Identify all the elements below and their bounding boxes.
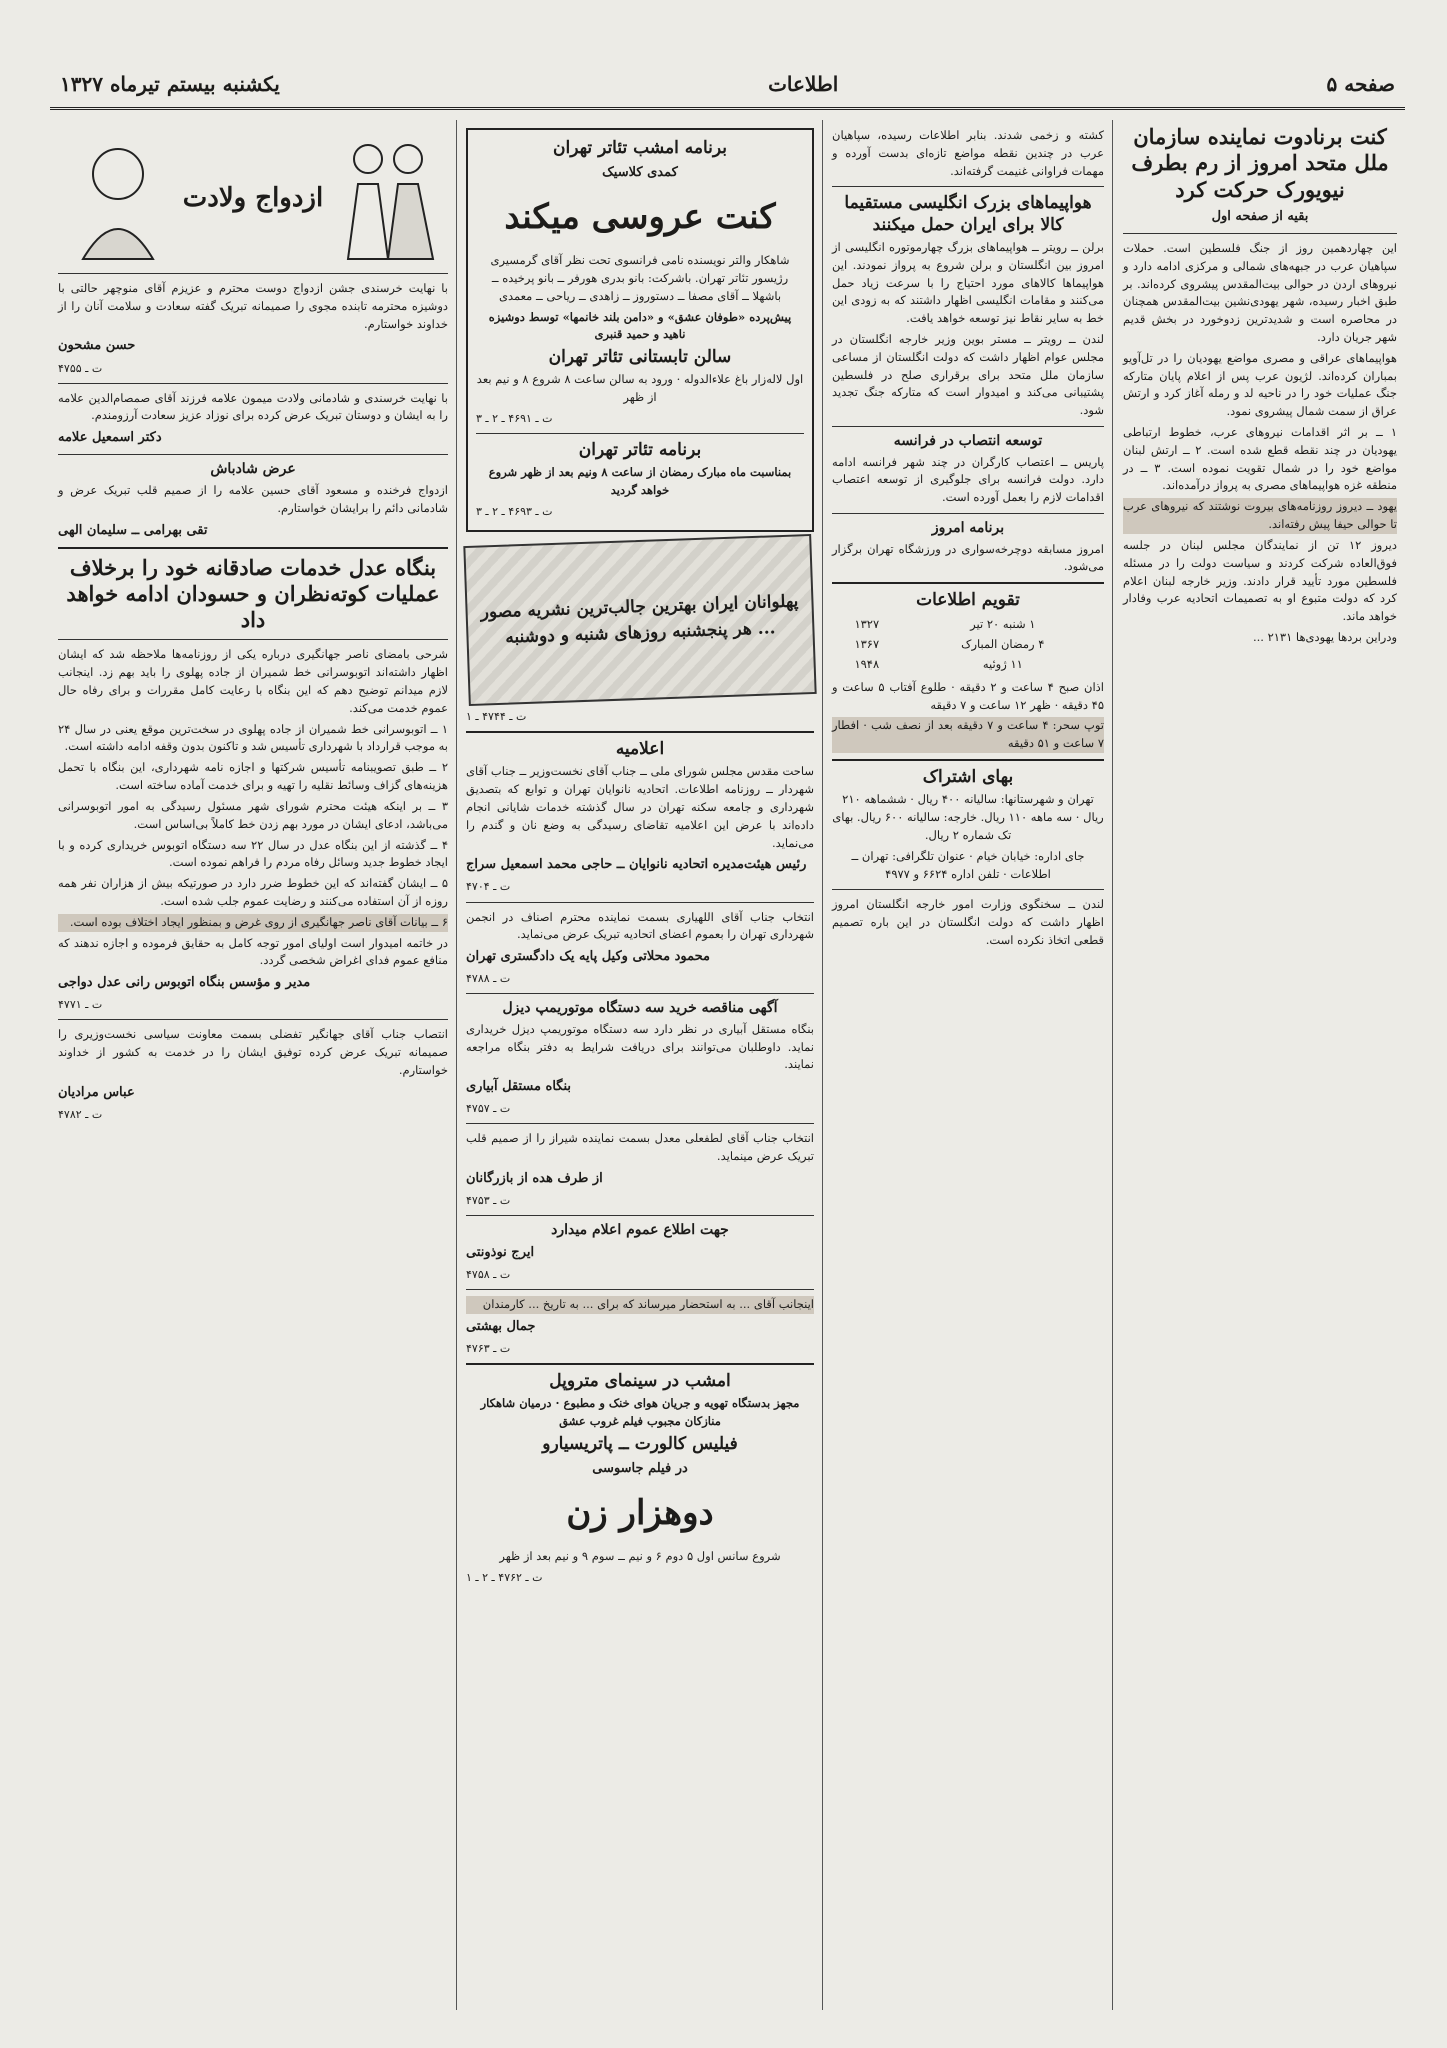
headline-adl-bus: بنگاه عدل خدمات صادقانه خود را برخلاف عملیات کوته‌نظران و حسودان ادامه خواهد داد bbox=[66, 554, 440, 633]
congrats-body: ازدواج فرخنده و مسعود آقای حسین علامه را از صمیم قلب تبریک عرض و شادمانی دائم را برایشان خواستارم. bbox=[58, 482, 448, 515]
article-paragraph: هواپیماهای عراقی و مصری مواضع یهودیان را در تل‌آویو بمباران کرده‌اند. لژیون عرب پس از اعلام پایان متارکه جنگ عملیات خود را در ناحیه لد و رمله آغاز کرد و ارتش عراق از سمت شمال پیشروی نمود. bbox=[1123, 350, 1397, 419]
newspaper-page bbox=[50, 60, 1405, 2020]
ad-code: ت ـ ۴۷۰۴ bbox=[466, 880, 511, 894]
cinema-subtitle: در فیلم جاسوسی bbox=[592, 1461, 688, 1477]
issue-date: یکشنبه بیستم تیرماه ۱۳۲۷ bbox=[60, 71, 280, 96]
theater-address: اول لاله‌زار باغ علاءالدوله · ورود به سالن ساعت ۸ شروع ۸ و نیم بعد از ظهر bbox=[476, 372, 804, 405]
calendar-title: تقویم اطلاعات bbox=[916, 590, 1020, 611]
ad-code: ت ـ ۴۷۵۵ bbox=[58, 361, 103, 375]
office-address: جای اداره: خیابان خیام · عنوان تلگرافی: تهران ــ اطلاعات · تلفن اداره ۶۶۲۴ و ۴۹۷۷ bbox=[851, 848, 1085, 881]
congrats-notice: انتخاب جناب آقای لطفعلی معدل بسمت نماینده شیراز را از صمیم قلب تبریک عرض مینماید. bbox=[466, 1131, 814, 1164]
cinema-body: مجهز بدستگاه تهویه و جریان هوای خنک و مطبوع · درمیان شاهکار منازکان مجبوب فیلم غروب عشق bbox=[480, 1396, 800, 1429]
article-paragraph: پاریس ــ اعتصاب کارگران در چند شهر فرانسه ادامه دارد. دولت فرانسه برای جلوگیری از توسعه اعتصاب اقدامات لازم را بعمل آورده است. bbox=[832, 454, 1104, 505]
column-social-notices bbox=[50, 120, 456, 2010]
article-paragraph: ودراین بردها یهودی‌ها ۲۱۳۱ ... bbox=[1252, 629, 1397, 644]
birth-signature: دکتر اسمعیل علامه bbox=[58, 430, 162, 446]
congrats-signature: تقی بهرامی ــ سلیمان الهی bbox=[58, 522, 208, 538]
magazine-banner: پهلوانان ایران بهترین جالب‌ترین نشریه مصور ... هر پنجشنبه روزهای شنبه و دوشنبه bbox=[463, 534, 816, 706]
ad-code: ت ـ ۴۷۵۸ bbox=[466, 1267, 511, 1281]
notice-signature: رئیس هیئت‌مدیره اتحادیه نانوایان ــ حاجی محمد اسمعیل سراج bbox=[466, 857, 807, 873]
prayer-times: اذان صبح ۴ ساعت و ۲ دقیقه · طلوع آفتاب ۵ ساعت و ۴۵ دقیقه · ظهر ۱۲ ساعت و ۷ دقیقه bbox=[832, 679, 1104, 712]
calendar-row: ۱۱ ژوئیه ۱۹۴۸ bbox=[854, 657, 1023, 671]
calendar-table bbox=[832, 615, 1104, 674]
headline-france-strike: توسعه انتصاب در فرانسه bbox=[893, 433, 1043, 450]
appointment-congrats: انتصاب جناب آقای جهانگیر تفضلی بسمت معاونت سیاسی نخست‌وزیری را صمیمانه تبریک عرض کرده توفیق ایشان را در خدمت به کشور از خداوند خواستارم. bbox=[58, 1027, 448, 1078]
cinema-film-title: دوهزار زن bbox=[566, 1493, 714, 1534]
ad-code: ت ـ ۴۷۶۲ ـ ۲ ـ ۱ bbox=[466, 1570, 543, 1584]
subscription-title: بهای اشتراک bbox=[922, 767, 1014, 788]
column-advertisements bbox=[458, 120, 822, 2010]
notice-body: ساحت مقدس مجلس شورای ملی ــ جناب آقای نخست‌وزیر ــ جناب آقای شهردار ــ روزنامه اطلاعات. اتحادیه نانوایان تهران و توابع که بتصدیق شهرداری و جامعه سکنه تهران در سال گذشته خدمات شایانی انجام داده‌اند با عرض این اعلامیه تقاضای رسیدگی به وضع نان و گندم را می‌نماید. bbox=[466, 764, 814, 850]
election-notice: انتخاب جناب آقای اللهیاری بسمت نماینده محترم اصناف در انجمن شهرداری تهران را بعموم اعضای اتحادیه تبریک عرض می‌نماید. bbox=[466, 909, 814, 942]
cinema-head: امشب در سینمای متروپل bbox=[549, 1370, 731, 1391]
headline-british-planes: هواپیماهای بزرک انگلیسی مستقیما کالا برای ایران حمل میکنند bbox=[844, 193, 1092, 235]
article-paragraph: این چهاردهمین روز از جنگ فلسطین است. حملات سپاهیان عرب در جبهه‌های شمالی و مرکزی ادامه دارد و نیروهای اردن در حوالی بیت‌المقدس پیشروی کرده‌اند. بر طبق اخبار رسیده، شهر یهودی‌نشین بیت‌المقدس همچنان در محاصره است و شدیدترین زدوخورد در بخش قدیم شهر جریان دارد. bbox=[1123, 240, 1397, 344]
ad-code: ت ـ ۴۷۶۳ bbox=[466, 1341, 511, 1355]
tender-signature: بنگاه مستقل آبیاری bbox=[466, 1079, 572, 1095]
notice-head: اعلامیه bbox=[615, 739, 665, 760]
appointment-signature: عباس مرادیان bbox=[58, 1084, 135, 1100]
highlighted-notice: اینجانب آقای ... به استحضار میرساند که برای ... به تاریخ ... کارمندان bbox=[466, 1296, 814, 1314]
tender-head: آگهی مناقصه خرید سه دستگاه موتوریمپ دیزل bbox=[502, 1000, 778, 1017]
article-paragraph: ۱ ــ بر اثر اقدامات نیروهای عرب، خطوط ارتباطی یهودیان در چند نقطه قطع شده است. ۲ ــ ارتش لبنان مواضع خود را در شمال تقویت نموده است. ۳ ــ در منطقه غزه هواپیماهای مصری به پرواز درآمده‌اند. bbox=[1123, 425, 1397, 493]
paper-name: اطلاعات bbox=[768, 71, 839, 96]
ad-code: ت ـ ۴۷۸۲ bbox=[58, 1107, 103, 1121]
article-paragraph: دیروز ۱۲ تن از نمایندگان مجلس لبنان در جلسه فوق‌العاده شرکت کردند و سیاست دولت را در مسئله فلسطین مورد تأیید قرار دادند. وزیر خارجه لبنان اعلام کرد که دولت متبوع او به تصمیمات اتحادیه عرب وفادار خواهد ماند. bbox=[1123, 537, 1397, 624]
masthead bbox=[50, 60, 1405, 110]
ornament-title: ازدواج ولادت bbox=[182, 183, 324, 214]
tender-body: بنگاه مستقل آبیاری در نظر دارد سه دستگاه موتوریمپ دیزل خریداری نماید. داوطلبان می‌توانند برای دریافت شرایط به دفتر بنگاه مراجعه نمایند. bbox=[466, 1021, 814, 1072]
theater-preshow: پیش‌پرده «طوفان عشق» و «دامن بلند خانمها» توسط دوشیزه ناهید و حمید قنبری bbox=[488, 309, 792, 342]
page-number: صفحه ۵ bbox=[1326, 71, 1395, 96]
article-paragraph: برلن ــ رویتر ــ هواپیماهای بزرگ چهارموتوره انگلیسی از امروز بین انگلستان و برلن شروع به پرواز نمودند. این هواپیماها کالاهای مورد احتیاج را با سرعت زیاد حمل می‌کنند و مقامات انگلیسی اظهار داشتند که به زودی این خط به سایر نقاط نیز توسعه خواهد یافت. bbox=[832, 239, 1104, 326]
theater2-body: بمناسبت ماه مبارک رمضان از ساعت ۸ ونیم بعد از ظهر شروع خواهد گردید bbox=[488, 465, 792, 498]
column-rule bbox=[456, 120, 457, 2010]
couple-illustration-icon bbox=[333, 129, 443, 269]
article-paragraph: لندن ــ سخنگوی وزارت امور خارجه انگلستان امروز اظهار داشت که دولت انگلستان در این باره تصمیم قطعی اتخاذ نکرده است. bbox=[832, 897, 1104, 947]
ad-code: ت ـ ۴۶۹۳ ـ ۲ ـ ۳ bbox=[476, 504, 553, 518]
theater-ad bbox=[466, 128, 814, 532]
column-rule bbox=[1112, 120, 1113, 2010]
wedding-birth-ornament bbox=[58, 124, 448, 274]
continued-from-front: بقیه از صفحه اول bbox=[1211, 208, 1309, 224]
column-news-2 bbox=[824, 120, 1112, 2010]
article-signature: مدیر و مؤسس بنگاه اتوبوس رانی عدل دواجی bbox=[58, 975, 311, 991]
notice2-head: جهت اطلاع عموم اعلام میدارد bbox=[551, 1222, 729, 1239]
headline-bernadotte: کنت برنادوت نماینده سازمان ملل متحد امروز از رم بطرف نیویورک حرکت کرد bbox=[1131, 124, 1389, 202]
congrats-signature: از طرف هده از بازرگانان bbox=[466, 1171, 603, 1187]
highlighted-signature: جمال بهشتی bbox=[466, 1318, 536, 1334]
wedding-signature: حسن مشحون bbox=[58, 338, 136, 354]
article-paragraph: ۲ ــ طبق تصویبنامه تأسیس شرکتها و اجازه نامه شهرداری، این بنگاه با تحمل هزینه‌های گزاف وسائط نقلیه را تهیه و برای خدمت آماده ساخته است. bbox=[58, 760, 448, 793]
ad-code: ت ـ ۴۷۸۸ bbox=[466, 972, 511, 986]
ad-code: ت ـ ۴۷۷۱ bbox=[58, 998, 103, 1012]
column-rule bbox=[822, 120, 823, 2010]
article-paragraph: ۱ ــ اتوبوسرانی خط شمیران از جاده پهلوی در سخت‌ترین موقع یعنی در سال ۲۴ به موجب قرارداد با شهرداری تأسیس شد و تاکنون بدون وقفه ادامه داشته است. bbox=[58, 721, 448, 754]
election-signature: محمود محلاتی وکیل پایه یک دادگستری تهران bbox=[466, 949, 710, 965]
wedding-notice: با نهایت خرسندی جشن ازدواج دوست محترم و عزیزم آقای منوچهر حالتی با دوشیزه محترمه تابنده مجوی را صمیمانه تبریک گفته سعادت و سلامت آنان را از خداوند خواستارم. bbox=[58, 281, 448, 331]
cinema-times: شروع سانس اول ۵ دوم ۶ و نیم ــ سوم ۹ و نیم بعد از ظهر bbox=[499, 1548, 781, 1563]
birth-notice: با نهایت خرسندی و شادمانی ولادت میمون علامه فرزند آقای صمصام‌الدین علامه را به ایشان و دوستان تبریک عرض کرده برای نوزاد عزیز سعادت آرزومندم. bbox=[58, 390, 448, 423]
theater-genre: کمدی کلاسیک bbox=[602, 165, 678, 181]
article-paragraph: امروز مسابقه دوچرخه‌سواری در ورزشگاه تهران برگزار می‌شود. bbox=[832, 541, 1104, 574]
highlighted-paragraph: ۶ ــ بیانات آقای ناصر جهانگیری از روی غرض و بمنظور ایجاد اختلاف بوده است. bbox=[58, 914, 448, 932]
article-paragraph: کشته و زخمی شدند. بنابر اطلاعات رسیده، سپاهیان عرب در چندین نقطه مواضع تازه‌ای بدست آورده و مهمات فراوانی غنیمت گرفته‌اند. bbox=[832, 128, 1104, 178]
cinema-stars: فیلیس کالورت ــ پاتریسیارو bbox=[542, 1433, 738, 1454]
iftar-times: توپ سحر: ۴ ساعت و ۷ دقیقه بعد از نصف شب · افطار ۷ ساعت و ۵۱ دقیقه bbox=[832, 717, 1104, 753]
article-paragraph: در خاتمه امیدوار است اولیای امور توجه کامل به حقایق فرموده و اجازه ندهند که منافع عموم فدای اغراض شخصی گردد. bbox=[58, 935, 448, 968]
ad-code: ت ـ ۴۷۵۳ bbox=[466, 1194, 511, 1208]
theater2-head: برنامه تئاتر تهران bbox=[578, 440, 702, 461]
theater-venue: سالن تابستانی تئاتر تهران bbox=[548, 347, 732, 368]
article-paragraph: ۵ ــ ایشان گفته‌اند که این خطوط ضرر دارد در صورتیکه بیش از هزاران نفر همه روزه از آن استفاده می‌کنند و رضایت عموم جلب شده است. bbox=[58, 876, 448, 908]
theater-cast: شاهکار والتر نویسنده نامی فرانسوی تحت نظر آقای گرمسیری رژیسور تئاتر تهران. باشرکت: بانو بدری هورفر ــ بانو پرخیده ــ باشهلا ــ آقای مصفا ــ دستوروز ــ زاهدی ــ ریاحی ــ معمدی bbox=[490, 253, 790, 303]
theater-play-title: کنت عروسی میکند bbox=[504, 197, 776, 238]
article-paragraph: شرحی بامضای ناصر جهانگیری درباره یکی از روزنامه‌ها ملاحظه شد که ایشان اظهار داشته‌اند اتوبوسرانی خط شمیران از جاده پهلوی را باید بهم زد. اینجانب لازم میدانم توضیح دهم که این بنگاه با رعایت کامل مقررات و برای رفاه حال عموم خدمت می‌کند. bbox=[58, 647, 448, 715]
ad-code: ت ـ ۴۷۵۷ bbox=[466, 1102, 511, 1116]
calendar-row: ۱ شنبه ۲۰ تیر ۱۳۲۷ bbox=[854, 617, 1036, 632]
highlighted-paragraph: یهود ــ دیروز روزنامه‌های بیروت نوشتند که نیروهای عرب تا حوالی حیفا پیش رفته‌اند. bbox=[1123, 498, 1397, 534]
article-paragraph: لندن ــ رویتر ــ مستر بوین وزیر خارجه انگلستان در مجلس عوام اظهار داشت که دولت انگلستان از مساعی سازمان ملل متحد برای برقراری صلح در فلسطین پشتیبانی می‌کند و امیدوار است که متارکه جنگ تجدید شود. bbox=[832, 332, 1104, 418]
article-paragraph: ۴ ــ گذشته از این بنگاه عدل در سال ۲۲ سه دستگاه اتوبوس خریداری کرده و با ایجاد خطوط جدید وسائل رفاه مردم را فراهم نموده است. bbox=[58, 837, 448, 870]
baby-illustration-icon bbox=[63, 129, 173, 269]
ad-code: ت ـ ۴۶۹۱ ـ ۲ ـ ۳ bbox=[476, 412, 553, 426]
column-news-bernadotte bbox=[1115, 120, 1405, 2010]
notice2-signature: ایرج نوذونتی bbox=[466, 1244, 535, 1260]
headline-today-program: برنامه امروز bbox=[931, 520, 1005, 536]
subscription-rates: تهران و شهرستانها: سالیانه ۴۰۰ ریال · ششماهه ۲۱۰ ریال · سه ماهه ۱۱۰ ریال. خارجه: سالیانه ۶۰۰ ریال. بهای تک شماره ۲ ریال. bbox=[832, 792, 1104, 842]
article-paragraph: ۳ ــ بر اینکه هیئت محترم شورای شهر مسئول رسیدگی به امور اتوبوسرانی می‌باشد، ادعای ایشان در مورد بهم زدن خط کاملاً بی‌اساس است. bbox=[58, 798, 448, 831]
ad-code: ت ـ ۴۷۴۴ ـ ۱ bbox=[466, 709, 527, 723]
congrats-head: عرض شادباش bbox=[210, 461, 296, 478]
theater-ad-head: برنامه امشب تئاتر تهران bbox=[553, 138, 727, 158]
calendar-row: ۴ رمضان المبارک ۱۳۶۷ bbox=[854, 637, 1045, 652]
